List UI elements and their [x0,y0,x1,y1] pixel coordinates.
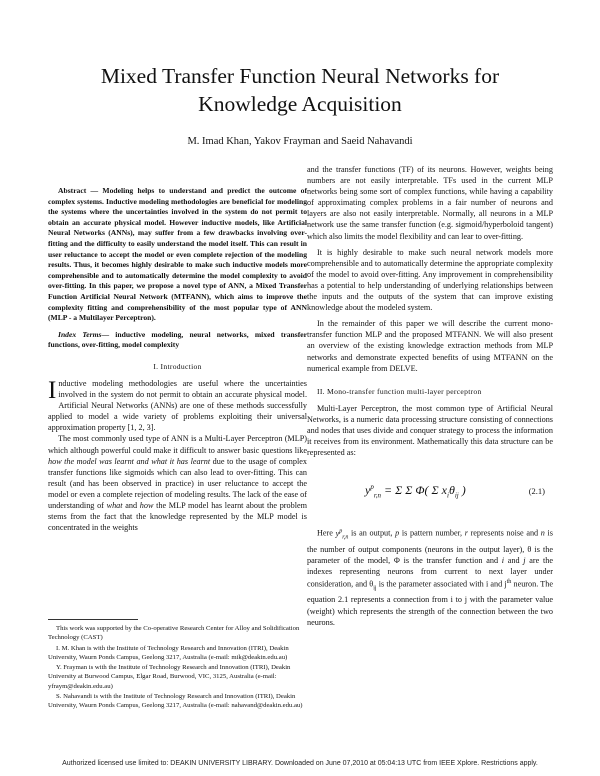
footnote-divider [48,619,138,620]
index-terms-label: Index Terms [58,329,102,339]
title-line-1: Mixed Transfer Function Neural Networks for [100,64,500,88]
index-terms-text: — inductive modeling, neural networks, mixed transfer functions, over-fitting, model complexity [48,329,308,350]
footnote: Y. Frayman is with the Institute of Technology Research and Innovation (ITRI), Deakin University at Burwood Campus, Elgar Road, Burwood, VIC, 3125, Australia (e-mail: yfraym@deakin.edu.au) [48,664,291,690]
output-symbol: $y^p_{r,n}$ [335,528,349,541]
section-2-paragraph-2: Here $y^p_{r,n}$ is an output, p is pattern number, r represents noise and n is the number of output components (neurons in the output layer), θ is the parameter of the model, Φ is the transfer function and i and j are the indexes representing neurons from current to next layer under consideration, and $\theta_{ij}$ is the parameter associated with i and $j^{th}$ neuron. The equation 2.1 represents a connection from i to j with the parameter value (weight) which represents the strength of the connection between the two neurons. [307,528,553,627]
s2p2-part: represents noise and [467,528,541,538]
equation-2-1 [307,460,553,522]
footnotes [48,624,307,712]
s2p2-part: are the indexes representing neurons from current to next layer under consideration, and θ [307,555,553,589]
section-1-heading: I. Introduction [153,361,202,371]
s2p2-part: is the number of output components (neurons in the output layer), θ is the parameter of the model, Φ is the transfer function and [307,528,553,565]
s2p2-var: r [464,528,468,538]
s2p2-part: is the parameter associated with i and j [376,579,507,589]
intro-p2-part: the MLP model has learnt about the problem stems from the fact that the knowledge represented by the MLP model is concentrated in the weights [48,501,308,533]
footnote: S. Nahavandi is with the Institute of Technology Research and Innovation (ITRI), Deakin University, Waurn Ponds Campus, Geelong 3217, Australia (e-mail: nahavand@deakin.edu.au) [48,693,303,710]
s2p2-part: and [504,555,524,565]
title-line-2: Knowledge Acquisition [198,92,402,116]
abstract [48,186,307,324]
s2p2-part: is an output, [348,528,396,538]
footnote: This work was supported by the Co-operative Research Center for Alloy and Solidification Technology (CAST) [48,625,300,642]
footnote: I. M. Khan is with the Institute of Technology Research and Innovation (ITRI), Deakin University, Waurn Ponds Campus, Geelong 3217, Australia (e-mail: mik@deakin.edu.au) [48,644,289,661]
intro-paragraph-1-text: nductive modeling methodologies are useful where the uncertainties involved in the system do not permit to obtain an accurate physical model. Artificial Neural Networks (ANNs) are one of these methods successfully applied to model a wide variety of problems exploiting their universal approximation property [1, 2, 3]. [48,379,307,433]
s2p2-part: Here [317,528,336,538]
author-list: M. Imad Khan, Yakov Frayman and Saeid Nahavandi [187,136,413,147]
index-terms [48,330,307,351]
intro-p2-part: The most commonly used type of ANN is a Multi-Layer Perceptron (MLP) which although powerful could make it difficult to answer basic questions like [48,434,307,455]
section-2-heading: II. Mono-transfer function multi-layer perceptron [317,386,482,396]
intro-p2-part: due to the usage of complex transfer functions like sigmoids which can also lead to over-fitting. This can result (and has been observed in practice) in user reluctance to accept the model or even a complete rejection of modeling results. The lack of the ease of understanding of [48,456,307,511]
s2p2-part: neuron. The equation 2.1 represents a connection from i to j with the parameter value (weight) which represents the strength of the connection between the two neurons. [307,579,553,627]
s2p2-var: p [395,528,400,538]
equation-number: (2.1) [528,485,545,496]
intro-p2-emph: how [139,501,154,511]
abstract-label: Abstract [58,186,87,195]
intro-p2-emph: how the model was learnt and what it has learnt [48,456,211,466]
intro-p2-emph: what [106,501,123,511]
right-column [307,164,553,628]
equation-formula: $y^p_{r,n} = \Sigma$ Σ Φ( Σ $x_i\theta_{ij}$ ) [365,482,466,499]
s2p2-var: j [523,555,526,565]
section-2-paragraph-1: Multi-Layer Perceptron, the most common type of Artificial Neural Networks, is a numeric data processing structure consisting of connections and nodes that uses divide and conquer strategy to process the information it receives from its environment. Mathematically this data structure can be represented as: [307,403,553,458]
paper-title [0,62,600,118]
abstract-text: — Modeling helps to understand and predict the outcome of complex systems. Inductive modeling methodologies are beneficial for modeling the systems where the uncertainties involved in the system do not permit to obtain an accurate physical model. However inductive models, like Artificial Neural Networks (ANNs), may suffer from a few drawbacks involving over-fitting and the difficulty to easily understand the model itself. This can result in user reluctance to accept the model or even complete rejection of the modeling results. Thus, it becomes highly desirable to make such inductive models more comprehensible and to automatically determine the model complexity to avoid over-fitting. In this paper, we propose a novel type of ANN, a Mixed Transfer Function Artificial Neural Network (MTFANN), which aims to improve the complexity fitting and comprehensibility of the most popular type of ANN (MLP - a Multilayer Perceptron). [48,186,307,323]
s2p2-var: n [540,528,545,538]
drop-cap: I [48,377,57,404]
right-paragraph-1: and the transfer functions (TF) of its neurons. However, weights being numbers are not easily interpretable. TFs used in the current MLP networks being some sort of complex functions, while having a capability of approximating complex problems in a fair number of neurons and layers are also not easily interpretable. Normally, all neurons in a MLP network use the same transfer function (e.g. sigmoid/hyperboloid tangent) which also limits the model flexibility and can lear to over-fitting. [307,165,553,241]
intro-p2-part: and [122,501,140,511]
s2p2-part: is pattern number, [399,528,465,538]
s2p2-var: i [501,555,505,565]
left-column [48,186,307,533]
right-paragraph-3: In the remainder of this paper we will describe the current mono-transfer function MLP and the proposed MTFANN. We will also present an overview of the existing knowledge extraction methods from MLP networks and demonstrate expected benefits of using MTFANN on the numerical example from DELVE. [307,319,553,373]
intro-paragraph-1 [48,378,307,433]
download-footer: Authorized licensed use limited to: DEAKIN UNIVERSITY LIBRARY. Downloaded on June 07,2010 at 05:04:13 UTC from IEEE Xplore. Restrictions apply. [62,760,538,767]
intro-paragraph-2 [48,433,307,533]
right-paragraph-2: It is highly desirable to make such neural network models more comprehensible and to automatically determine the appropriate complexity of the model to avoid over-fitting. Any improvement in comprehensibility has a potential to help understanding of underlying relationships between the inputs and the outputs of the system that can improve existing knowledge about the modeled system. [307,247,553,313]
